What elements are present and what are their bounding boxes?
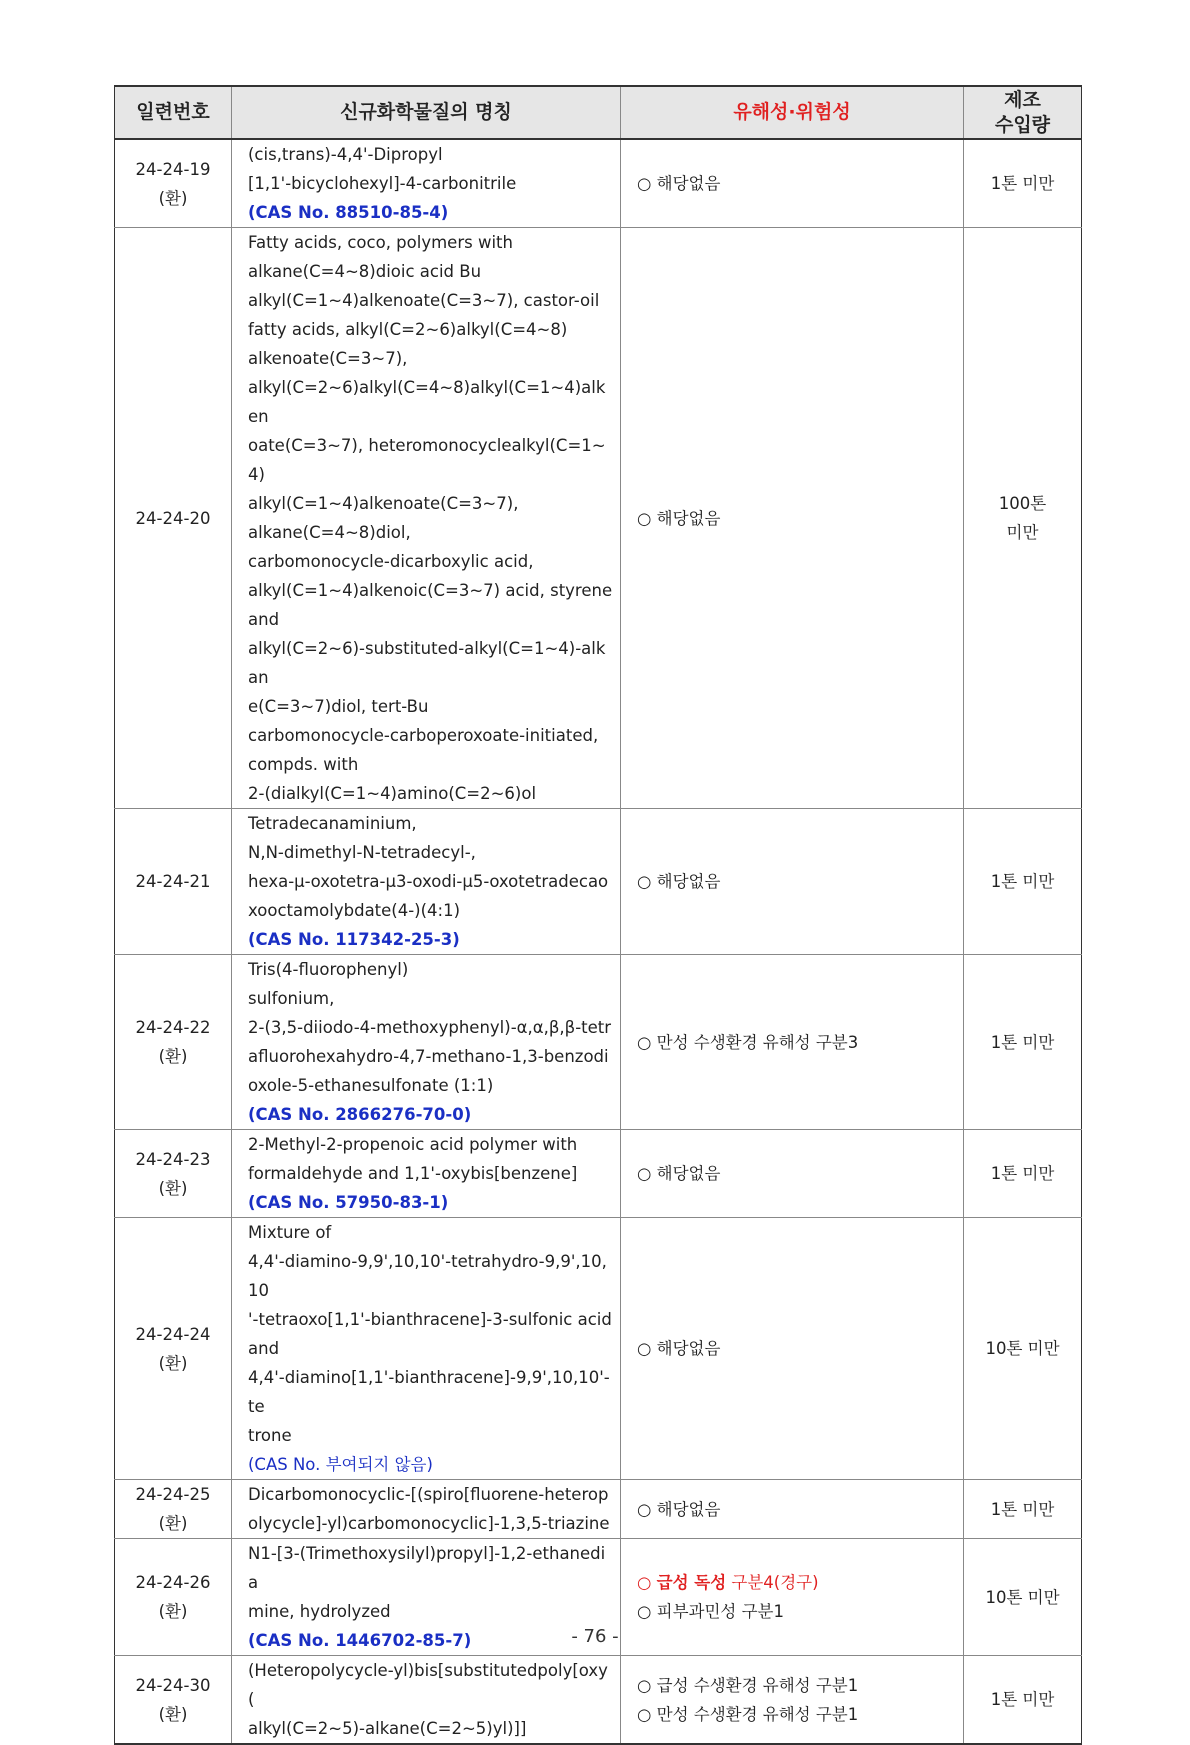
name-cell [232,955,621,1130]
header-hazard: 유해성·위험성 [621,86,964,139]
hazard-item: ○ 해당없음 [637,872,721,891]
amount-line1: 100톤 [998,494,1047,513]
name-line: alkane(C=4~8)diol, [248,523,411,542]
name-line: (cis,trans)-4,4'-Dipropyl [248,145,443,164]
cas-number: (CAS No. 부여되지 않음) [248,1455,433,1474]
serial-cell [115,1656,232,1745]
serial-number: 24-24-24 [135,1324,211,1344]
hazard-item: ○ 만성 수생환경 유해성 구분3 [637,1032,859,1052]
name-line: Tetradecanaminium, [248,814,417,833]
cas-number: (CAS No. 57950-83-1) [248,1193,449,1212]
hazard-item: ○ 해당없음 [637,1164,721,1183]
hazard-item-highlighted [637,1568,963,1597]
name-line: alkyl(C=2~6)-substituted-alkyl(C=1~4)-alkan [248,639,606,687]
name-line: sulfonium, [248,989,335,1008]
hazard-cell [621,955,964,1130]
name-line: and [248,610,280,629]
name-line: oxole-5-ethanesulfonate (1:1) [248,1076,494,1095]
serial-cell [115,1130,232,1218]
serial-cell [115,1480,232,1539]
name-line: xooctamolybdate(4-)(4:1) [248,901,461,920]
hazard-cell [621,1218,964,1480]
amount-line2: 미만 [1006,523,1039,542]
name-line: olycycle]-yl)carbomonocyclic]-1,3,5-triazine [248,1514,610,1533]
hazard-cell [621,228,964,809]
hazard-rest: 구분4(경구) [731,1573,819,1592]
serial-suffix: (환) [158,1047,188,1066]
name-line: 4,4'-diamino-9,9',10,10'-tetrahydro-9,9',10,10 [248,1252,607,1300]
name-line: N1-[3-(Trimethoxysilyl)propyl]-1,2-ethanedia [248,1544,606,1592]
hazard-cell [621,1480,964,1539]
name-line: 2-(dialkyl(C=1~4)amino(C=2~6)ol [248,784,537,803]
table-row [115,1656,1082,1745]
table-row [115,1480,1082,1539]
hazard-item: ○ 해당없음 [637,1499,721,1519]
page-number: - 76 - [571,1626,619,1647]
name-line: 2-Methyl-2-propenoic acid polymer with [248,1135,578,1154]
hazard-bold: 급성 독성 [656,1573,727,1592]
serial-number: 24-24-20 [135,508,211,528]
name-line: afluorohexahydro-4,7-methano-1,3-benzodi [248,1047,609,1066]
name-line: oate(C=3~7), heteromonocyclealkyl(C=1~4) [248,436,606,484]
header-amount-line1: 제조 [1004,88,1041,111]
header-serial: 일련번호 [115,86,232,139]
serial-cell [115,809,232,955]
amount-cell: 1톤 미만 [964,139,1082,228]
name-line: '-tetraoxo[1,1'-bianthracene]-3-sulfonic acid [248,1310,612,1329]
name-line: formaldehyde and 1,1'-oxybis[benzene] [248,1164,578,1183]
serial-number: 24-24-22 [135,1018,211,1037]
cas-number: (CAS No. 2866276-70-0) [248,1105,472,1124]
name-line: 4,4'-diamino[1,1'-bianthracene]-9,9',10,10'-te [248,1368,610,1416]
cas-number: (CAS No. 117342-25-3) [248,930,460,949]
amount-cell: 1톤 미만 [964,955,1082,1130]
name-line: (Heteropolycycle-yl)bis[substitutedpoly[oxy( [248,1661,608,1709]
serial-number: 24-24-30 [135,1675,211,1695]
name-cell [232,228,621,809]
amount-cell: 1톤 미만 [964,1480,1082,1539]
name-cell [232,1130,621,1218]
name-line: compds. with [248,755,359,774]
name-line: alkyl(C=2~5)-alkane(C=2~5)yl)]] [248,1719,527,1738]
serial-number: 24-24-25 [135,1485,211,1504]
table-row [115,955,1082,1130]
name-line: hexa-μ-oxotetra-μ3-oxodi-μ5-oxotetradecao [248,872,609,891]
header-name: 신규화학물질의 명칭 [232,86,621,139]
amount-cell: 10톤 미만 [964,1218,1082,1480]
hazard-item: ○ 피부과민성 구분1 [637,1602,784,1621]
chemical-table [114,85,1082,1745]
name-line: alkenoate(C=3~7), [248,349,408,368]
table-row [115,228,1082,809]
name-line: alkane(C=4~8)dioic acid Bu [248,262,482,281]
name-line: mine, hydrolyzed [248,1602,391,1621]
serial-suffix: (환) [158,1178,188,1198]
amount-cell: 1톤 미만 [964,1656,1082,1745]
hazard-item: ○ 해당없음 [637,174,721,193]
name-line: alkyl(C=2~6)alkyl(C=4~8)alkyl(C=1~4)alken [248,378,606,426]
hazard-cell [621,809,964,955]
cas-number: (CAS No. 1446702-85-7) [248,1631,472,1650]
serial-suffix: (환) [158,1514,188,1533]
name-line: 2-(3,5-diiodo-4-methoxyphenyl)-α,α,β,β-tetr [248,1018,612,1037]
name-line: carbomonocycle-dicarboxylic acid, [248,552,534,571]
table-row [115,1218,1082,1480]
table-row [115,1130,1082,1218]
name-line: e(C=3~7)diol, tert-Bu [248,697,429,716]
serial-cell [115,228,232,809]
serial-number: 24-24-23 [135,1149,211,1169]
serial-cell [115,955,232,1130]
name-line: alkyl(C=1~4)alkenoate(C=3~7), [248,494,519,513]
table-row [115,809,1082,955]
amount-cell [964,228,1082,809]
hazard-cell [621,1130,964,1218]
name-cell [232,809,621,955]
serial-cell [115,1218,232,1480]
header-amount [964,86,1082,139]
hazard-item: ○ 해당없음 [637,1339,721,1358]
name-line: alkyl(C=1~4)alkenoate(C=3~7), castor-oil [248,291,600,310]
serial-suffix: (환) [158,188,188,208]
serial-suffix: (환) [158,1602,188,1621]
name-line: and [248,1339,280,1358]
hazard-circle: ○ [637,1573,652,1592]
hazard-item: ○ 만성 수생환경 유해성 구분1 [637,1704,859,1724]
serial-number: 24-24-21 [135,872,211,891]
name-cell [232,1480,621,1539]
name-line: carbomonocycle-carboperoxoate-initiated, [248,726,599,745]
table-row [115,139,1082,228]
hazard-item: ○ 급성 수생환경 유해성 구분1 [637,1675,859,1695]
hazard-item: ○ 해당없음 [637,508,721,528]
name-line: fatty acids, alkyl(C=2~6)alkyl(C=4~8) [248,320,568,339]
serial-suffix: (환) [158,1704,188,1724]
amount-cell: 10톤 미만 [964,1539,1082,1656]
amount-cell: 1톤 미만 [964,809,1082,955]
serial-number: 24-24-26 [135,1573,211,1592]
header-amount-line2: 수입량 [994,113,1051,136]
name-cell [232,1656,621,1745]
serial-number: 24-24-19 [135,159,211,179]
name-line: alkyl(C=1~4)alkenoic(C=3~7) acid, styrene [248,581,613,600]
name-line: [1,1'-bicyclohexyl]-4-carbonitrile [248,174,517,193]
name-cell [232,1218,621,1480]
name-cell [232,139,621,228]
table-header-row [115,86,1082,139]
name-line: Fatty acids, coco, polymers with [248,233,513,252]
name-line: Dicarbomonocyclic-[(spiro[fluorene-heterop [248,1485,609,1504]
hazard-cell [621,1656,964,1745]
serial-suffix: (환) [158,1353,188,1373]
name-line: N,N-dimethyl-N-tetradecyl-, [248,843,476,862]
name-line: Mixture of [248,1223,332,1242]
hazard-cell [621,139,964,228]
cas-number: (CAS No. 88510-85-4) [248,203,449,222]
name-line: Tris(4-fluorophenyl) [248,960,409,979]
amount-cell: 1톤 미만 [964,1130,1082,1218]
serial-cell [115,139,232,228]
name-line: trone [248,1426,292,1445]
